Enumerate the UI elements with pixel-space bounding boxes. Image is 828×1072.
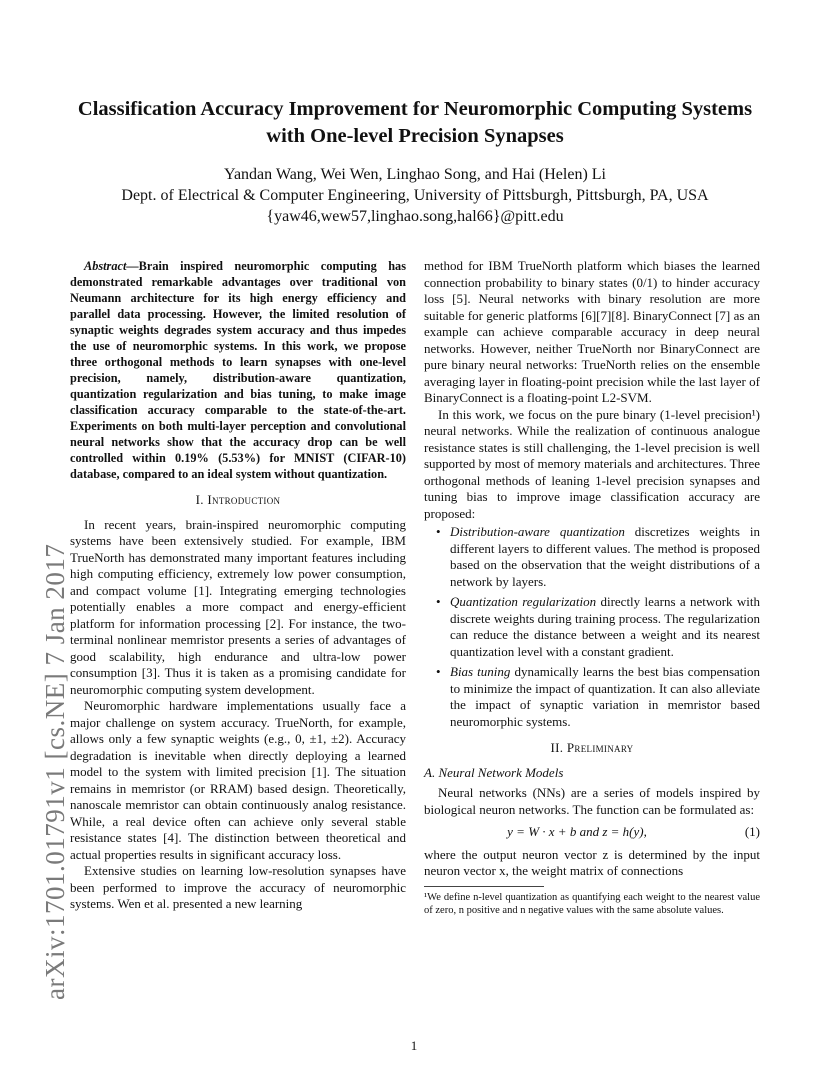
paper-title: Classification Accuracy Improvement for Neuromorphic Computing Systems with One-level Precision Synapses: [77, 98, 753, 147]
right-paragraph-4: where the output neuron vector z is determined by the input neuron vector x, the weight matrix of connections: [424, 846, 760, 878]
method-term: Bias tuning: [450, 664, 511, 679]
method-description: dynamically learns the best bias compensation to minimize the impact of quantization. It can also alleviate the impact of synaptic variation in memristor based neuromorphic systems.: [450, 664, 761, 729]
right-column: [424, 258, 760, 917]
author-emails: {yaw46,wew57,linghao.song,hal66}@pitt.edu: [266, 208, 564, 225]
intro-paragraph-3: Extensive studies on learning low-resolution synapses have been performed to improve the accuracy of neuromorphic systems. Wen et al. presented a new learning: [70, 863, 406, 911]
subsection-heading: A. Neural Network Models: [424, 764, 564, 780]
abstract: [70, 258, 406, 482]
footnote: ¹We define n-level quantization as quantifying each weight to the nearest value of zero, n positive and n negative values with the same absolute values.: [424, 891, 760, 916]
abstract-text: Brain inspired neuromorphic computing has demonstrated remarkable advantages over traditional von Neumann architecture for its high energy efficiency and parallel data processing. However, the limited resolution of synaptic weights degrades system accuracy and thus impedes the use of neuromorphic systems. In this work, we propose three orthogonal methods to learn synapses with one-level precision, namely, distribution-aware quantization, quantization regularization and bias tuning, to make image classification accuracy comparable to the state-of-the-art. Experiments on both multi-layer perception and convolutional neural networks show that the accuracy drop can be well controlled within 0.19% (5.53%) for MNIST (CIFAR-10) database, compared to an ideal system without quantization.: [70, 259, 406, 481]
method-item: [450, 664, 760, 730]
method-description: directly learns a network with discrete weights during training process. The regularization can reduce the distance between a weight and its nearest quantization level with a constant gradient.: [450, 594, 760, 659]
method-term: Distribution-aware quantization: [450, 524, 625, 539]
method-description: discretizes weights in different layers to different values. The method is proposed based on the observation that the weight distributions of a network by layers.: [450, 524, 761, 589]
intro-paragraph-1: In recent years, brain-inspired neuromorphic computing systems have been extensively studied. For example, IBM TrueNorth has demonstrated many important features including high computing efficiency, extremely low power consumption, and compact volume [1]. Integrating emerging technologies potentially enables a more compact and energy-efficient platform for information processing [2]. For instance, the two-terminal nonlinear memristor presents a series of advantages of good scalability, high endurance and ultra-low power consumption [3]. Thus it is taken as a promising candidate for neuromorphic computing system development.: [70, 516, 406, 697]
equation-body: y = W · x + b and z = h(y),: [507, 824, 647, 839]
right-paragraph-1: method for IBM TrueNorth platform which biases the learned connection probability to binary states (0/1) to hinder accuracy loss [5]. Neural networks with binary resolution are more suitable for generic platforms [6][7][8]. BinaryConnect [7] as an example can achieve comparable accuracy in deep neural networks. However, neither TrueNorth nor BinaryConnect are pure binary neural networks: TrueNorth relies on the ensemble averaging layer in floating-point precision while the last layer of BinaryConnect is a floating-point L2-SVM.: [424, 258, 760, 405]
page-number: 1: [410, 1038, 418, 1053]
methods-list: [424, 524, 760, 730]
arxiv-identifier: arXiv:1701.01791v1 [cs.NE] 7 Jan 2017: [40, 543, 70, 1000]
right-paragraph-2: In this work, we focus on the pure binary (1-level precision¹) neural networks. While the realization of continuous analogue resistance states is still challenging, the 1-level precision is well supported by most of memory materials and architectures. Three orthogonal methods of leaning 1-level precision synapses and tuning bias to improve image classification accuracy are proposed:: [424, 406, 760, 521]
abstract-label: Abstract—: [84, 259, 139, 273]
author-affiliation: Dept. of Electrical & Computer Engineering, University of Pittsburgh, Pittsburgh, PA, USA: [121, 187, 709, 204]
equation-number: (1): [744, 824, 760, 839]
method-item: [450, 524, 760, 590]
left-column: [70, 258, 406, 913]
section-heading-introduction: I. Introduction: [195, 492, 281, 507]
method-term: Quantization regularization: [450, 594, 597, 609]
intro-paragraph-2: Neuromorphic hardware implementations usually face a major challenge on system accuracy. TrueNorth, for example, allows only a few synaptic weights (e.g., 0, ±1, ±2). Accuracy degradation is inevitable when directly deploying a learned model to the system with limited precision [1]. The situation remains in memristor (or RRAM) based design. Theoretically, nanoscale memristor can obtain continuously analog resistance. While, a real device often can achieve only several stable resistance states [4]. The distinction between theoretical and actual properties results in significant accuracy loss.: [70, 698, 406, 862]
author-block: [70, 164, 760, 227]
right-paragraph-3: Neural networks (NNs) are a series of models inspired by biological neuron networks. The function can be formulated as:: [424, 785, 760, 817]
section-heading-preliminary: II. Preliminary: [550, 740, 634, 755]
method-item: [450, 594, 760, 660]
author-names: Yandan Wang, Wei Wen, Linghao Song, and Hai (Helen) Li: [224, 166, 606, 183]
equation-1: [424, 824, 760, 841]
footnote-divider: [424, 886, 544, 887]
